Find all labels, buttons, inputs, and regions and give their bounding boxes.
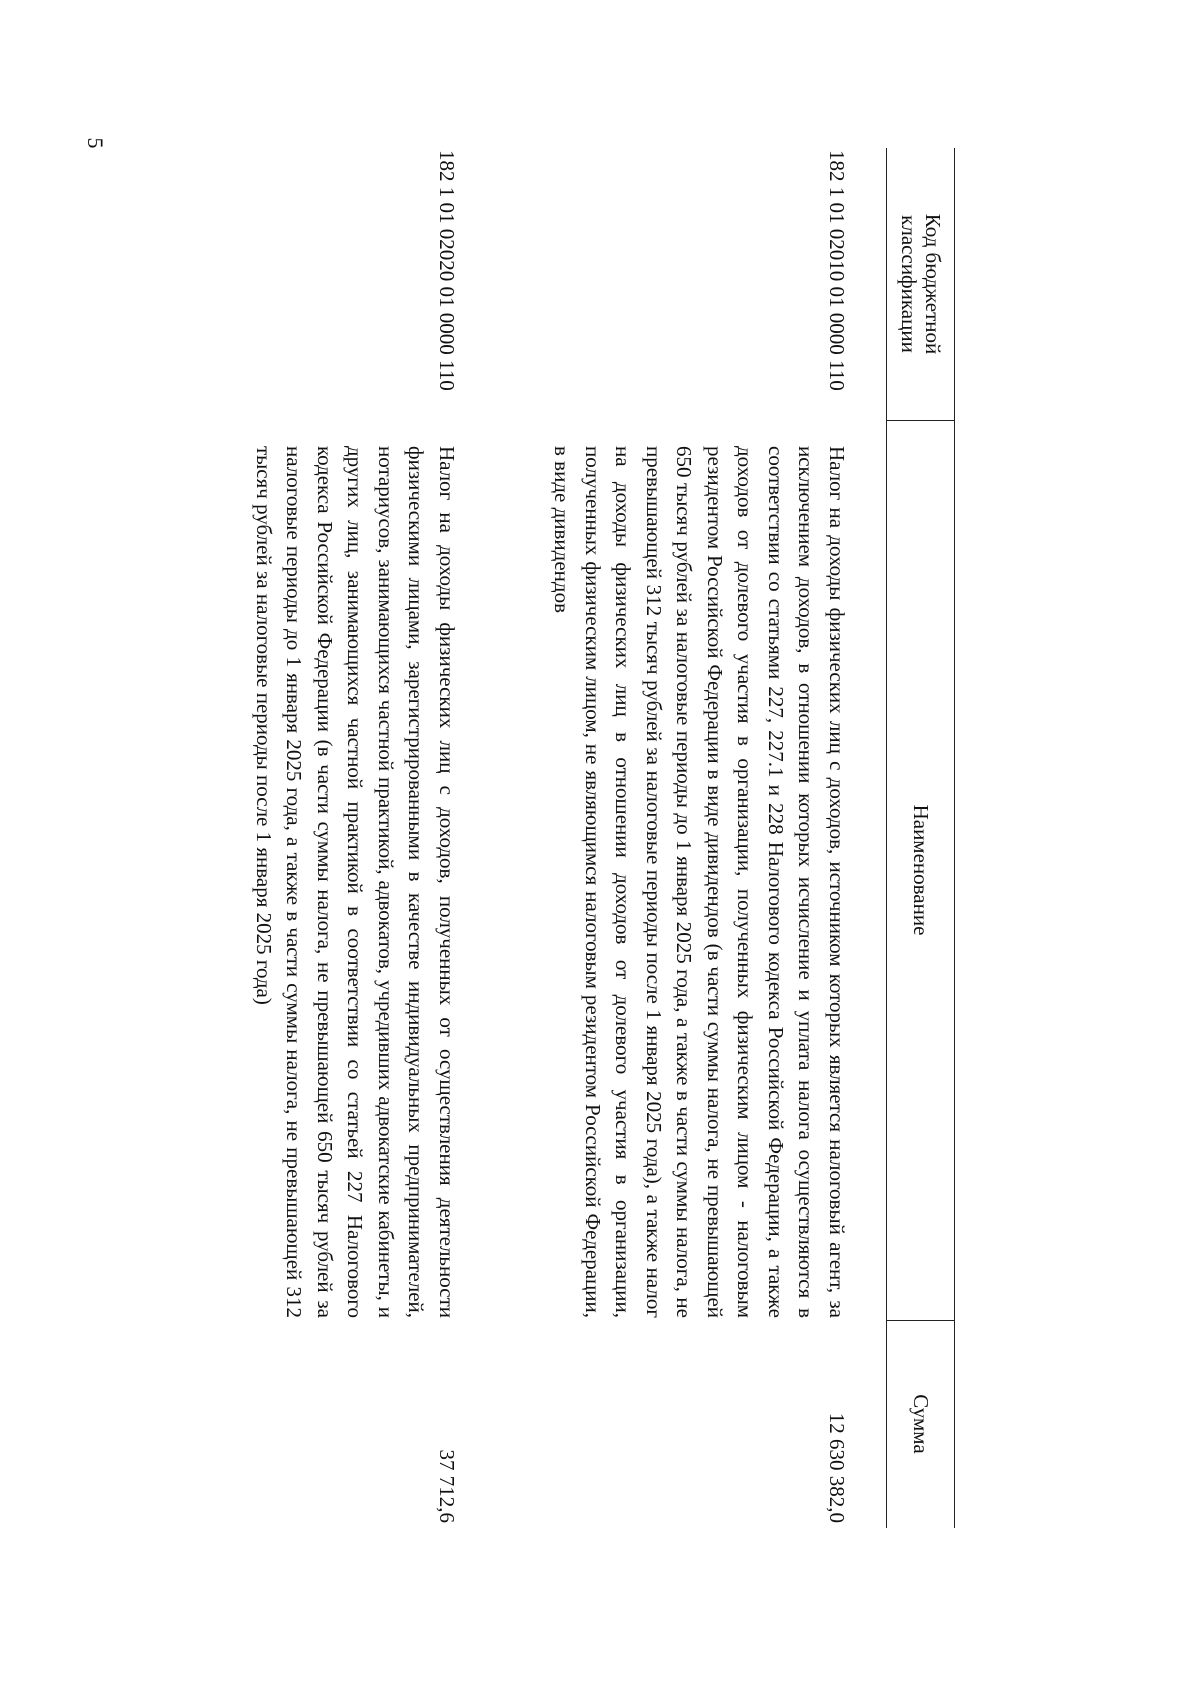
header-bottom-rule <box>886 148 887 1528</box>
table-top-rule <box>954 148 955 1528</box>
row-name: Налог на доходы физических лиц с доходов, полученных от осуществления деятельности физическими лицами, зарегистрированными в качестве индивидуальных предпринимателей, нотариусов, занимающихся частной практикой, адвокатов, учредивших адвокатские кабинеты, и других лиц, занимающихся частной практикой в соответствии со статьей 227 Налогового кодекса Российской Федерации (в части суммы налога, не превышающей 650 тысяч рублей за налоговые периоды до 1 января 2025 года, а также в части суммы налога, не превышающей 312 тысяч рублей за налоговые периоды после 1 января 2025 года) <box>252 446 459 1318</box>
row-amount: 12 630 382,0 <box>825 1412 849 1523</box>
column-header-code: Код бюджетной классификации <box>897 213 945 355</box>
row-code: 182 1 01 02020 01 0000 110 <box>435 150 459 391</box>
row-code: 182 1 01 02010 01 0000 110 <box>825 150 849 391</box>
budget-table <box>135 148 955 1528</box>
column-header-amount: Сумма <box>909 1394 933 1454</box>
row-name: Налог на доходы физических лиц с доходов, источником которых является налоговый агент, за исключением доходов, в отношении которых исчисление и уплата налога осуществляются в соответствии со статьями 227, 227.1 и 228 Налогового кодекса Российской Федерации, а также доходов от долевого участия в организации, полученных физическим лицом - налоговым резидентом Российской Федерации в виде дивидендов (в части суммы налога, не превышающей 650 тысяч рублей за налоговые периоды до 1 января 2025 года, а также в части суммы налога, не превышающей 312 тысяч рублей за налоговые периоды после 1 января 2025 года), а также налог на доходы физических лиц в отношении доходов от долевого участия в организации, полученных физическим лицом, не являющимся налоговым резидентом Российской Федерации, в виде дивидендов <box>550 446 849 1318</box>
page-number: 5 <box>83 137 108 149</box>
column-header-name: Наименование <box>909 804 933 936</box>
row-amount: 37 712,6 <box>435 1449 459 1523</box>
